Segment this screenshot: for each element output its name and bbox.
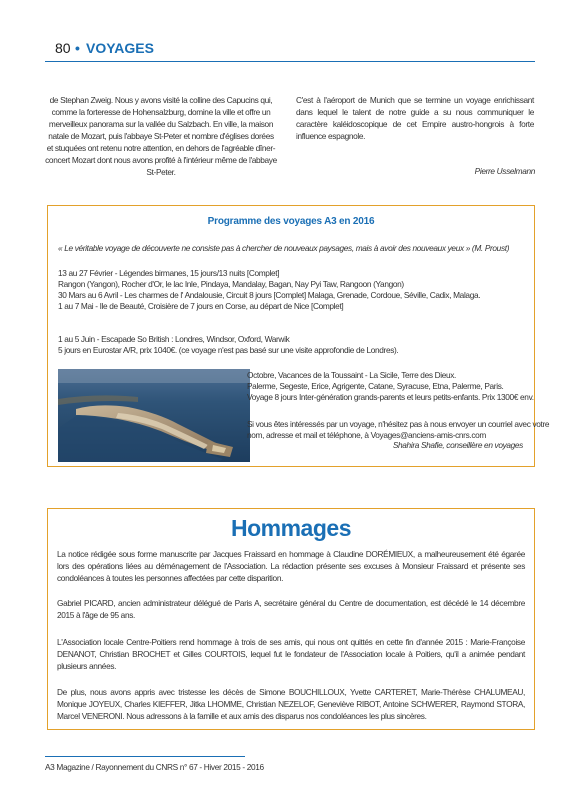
footer-text: A3 Magazine / Rayonnement du CNRS n° 67 - Hiver 2015 - 2016 xyxy=(45,762,264,772)
page-header xyxy=(45,40,535,60)
article-column-left: de Stephan Zweig. Nous y avons visité la colline des Capucins qui, comme la forteresse de Hohensalzburg, domine la ville et offre un merveilleux panorama sur la vallée du Salzbach. En ville, la maison natale de Mozart, puis l'abbaye St-Peter et nombre d'églises dorées et stuquées ont retenu notre attention, en dehors de l'agréable dîner-concert Mozart dont nous avons profité à l'intérieur même de l'abbaye St-Peter. xyxy=(45,95,277,177)
contact-line: Si vous êtes intéressés par un voyage, n'hésitez pas à nous envoyer un courriel avec votre xyxy=(247,419,550,429)
article-signature: Pierre Usselmann xyxy=(474,166,535,176)
hommage-paragraph: De plus, nous avons appris avec tristesse les décès de Simone BOUCHILLOUX, Yvette CARTERET, Marie-Thérèse CHALUMEAU, Monique JOYEUX, Charles KIEFFER, Jitka LHOMME, Christian NEZELOF, Geneviève RIBOT, Antoine SCHWERER, Raymond STORA, Marcel VENERONI. Nous adressons à la famille et aux amis des disparus nos condoléances les plus sincères. xyxy=(57,687,525,721)
contact-line: nom, adresse et mail et téléphone, à Voyages@anciens-amis-cnrs.com xyxy=(247,430,486,440)
hommage-paragraph: Gabriel PICARD, ancien administrateur délégué de Paris A, secrétaire général du Centre de documentation, est décédé le 14 décembre 2015 à l'âge de 95 ans. xyxy=(57,598,525,620)
hommages-box xyxy=(47,508,535,730)
section-title: VOYAGES xyxy=(86,40,154,56)
hommage-paragraph: La notice rédigée sous forme manuscrite par Jacques Fraissard en hommage à Claudine DORÉMIEUX, a malheureusement été égarée lors des opérations liées au déménagement de l'Association. La rédaction présente ses excuses à Monsieur Fraissard et présente ses condoléances à toutes les personnes affectées par cette disparition. xyxy=(57,549,525,583)
page-number: 80 xyxy=(55,40,71,56)
article-column-right: C'est à l'aéroport de Munich que se termine un voyage enrichissant dans lequel le talent de notre guide a su nous communiquer le caractère kaléidoscopique de cet Empire austro-hongrois à forte influence espagnole. xyxy=(296,95,534,141)
trip-line: 13 au 27 Février - Légendes birmanes, 15 jours/13 nuits [Complet] xyxy=(58,268,280,278)
trip-line: 1 au 7 Mai - Ile de Beauté, Croisière de 7 jours en Corse, au départ de Nice [Complet] xyxy=(58,301,344,311)
trip-line: 5 jours en Eurostar A/R, prix 1040€. (ce voyage n'est pas basé sur une visite approfondie de Londres). xyxy=(58,345,399,355)
trip-line: Rangon (Yangon), Rocher d'Or, le lac Inle, Pindaya, Mandalay, Bagan, Nay Pyi Taw, Rangoon (Yangon) xyxy=(58,279,404,289)
contact-signature: Shahira Shafie, conseillère en voyages xyxy=(392,440,523,450)
hommage-paragraph: L'Association locale Centre-Poitiers rend hommage à trois de ses amis, qui nous ont quittés en cette fin d'année 2015 : Marie-Françoise DENANOT, Christian BROCHET et Gilles COURTOIS, lequel fut le fondateur de l'Association locale à Poitiers, qu'il a animée pendant plusieurs années. xyxy=(57,637,525,671)
section-bullet: • xyxy=(75,40,80,56)
sicily-aerial-photo xyxy=(58,369,250,462)
trip-line: 1 au 5 Juin - Escapade So British : Londres, Windsor, Oxford, Warwik xyxy=(58,334,290,344)
program-title: Programme des voyages A3 en 2016 xyxy=(207,216,375,227)
program-box xyxy=(47,205,550,467)
hommages-title: Hommages xyxy=(231,515,351,541)
program-quote: « Le véritable voyage de découverte ne consiste pas à chercher de nouveaux paysages, mais à avoir des nouveaux yeux » (M. Proust) xyxy=(58,243,510,253)
footer-divider xyxy=(45,756,245,757)
sicily-line: Octobre, Vacances de la Toussaint - La Sicile, Terre des Dieux. xyxy=(247,370,456,380)
trip-line: 30 Mars au 6 Avril - Les charmes de l' Andalousie, Circuit 8 jours [Complet] Malaga, Grenade, Cordoue, Séville, Cadix, Malaga. xyxy=(58,290,481,300)
sicily-line: Palerme, Segeste, Erice, Agrigente, Catane, Syracuse, Etna, Palerme, Paris. xyxy=(247,381,504,391)
sicily-line: Voyage 8 jours Inter-génération grands-parents et leurs petits-enfants. Prix 1300€ env. xyxy=(247,392,534,402)
header-divider xyxy=(45,61,535,62)
